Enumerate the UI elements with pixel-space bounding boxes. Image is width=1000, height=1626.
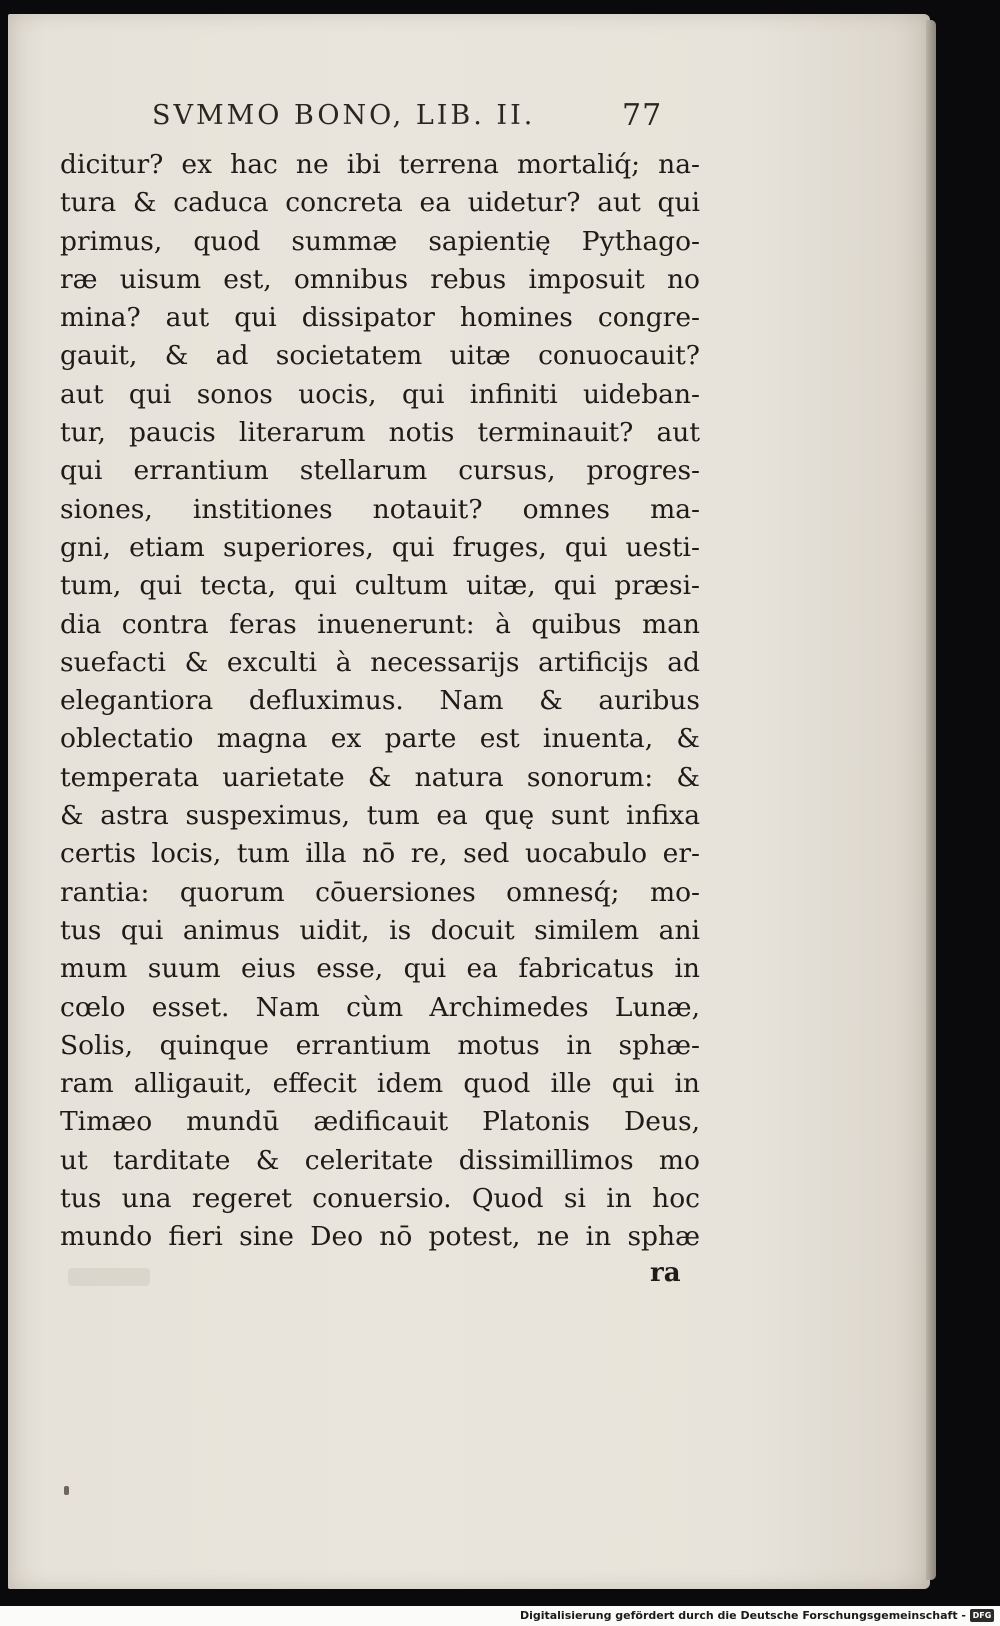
text-line: Solis, quinque errantium motus in sphæ-	[60, 1029, 700, 1061]
page-number: 77	[622, 98, 663, 133]
text-line: oblectatio magna ex parte est inuenta, &	[60, 723, 700, 755]
text-line: tum, qui tecta, qui cultum uitæ, qui præsi-	[60, 570, 700, 602]
text-line: tus una regeret conuersio. Quod si in hoc	[60, 1183, 700, 1215]
text-line: primus, quod summæ sapientię Pythago-	[60, 225, 700, 257]
text-line: & astra suspeximus, tum ea quę sunt infixa	[60, 800, 700, 832]
text-line: gauit, & ad societatem uitæ conuocauit?	[60, 340, 700, 372]
text-line: rantia: quorum cōuersiones omnesq́; mo-	[60, 876, 700, 908]
text-line: ræ uisum est, omnibus rebus imposuit no	[60, 263, 700, 295]
text-line: qui errantium stellarum cursus, progres-	[60, 455, 700, 487]
dfg-logo-icon: DFG	[970, 1609, 994, 1622]
text-line: mum suum eius esse, qui ea fabricatus in	[60, 953, 700, 985]
text-line: gni, etiam superiores, qui fruges, qui uesti-	[60, 531, 700, 563]
text-line: ram alligauit, effecit idem quod ille qui in	[60, 1068, 700, 1100]
faint-offset-mark	[68, 1268, 150, 1286]
catchword: ra	[650, 1258, 681, 1288]
text-line: dia contra feras inuenerunt: à quibus man	[60, 608, 700, 640]
page-edge	[926, 20, 936, 1580]
text-line: Timæo mundū ædificauit Platonis Deus,	[60, 1106, 700, 1138]
text-line: temperata uarietate & natura sonorum: &	[60, 761, 700, 793]
text-line: certis locis, tum illa nō re, sed uocabulo er-	[60, 838, 700, 870]
text-line: tura & caduca concreta ea uidetur? aut qui	[60, 187, 700, 219]
text-line: tus qui animus uidit, is docuit similem ani	[60, 914, 700, 946]
text-line: cœlo esset. Nam cùm Archimedes Lunæ,	[60, 991, 700, 1023]
text-line: suefacti & exculti à necessarijs artificijs ad	[60, 646, 700, 678]
running-title: SVMMO BONO, LIB. II.	[152, 100, 536, 131]
running-head	[142, 96, 692, 142]
text-line: ut tarditate & celeritate dissimillimos mo	[60, 1144, 700, 1176]
text-line: elegantiora defluximus. Nam & auribus	[60, 685, 700, 717]
text-line: dicitur? ex hac ne ibi terrena mortaliq́; na-	[60, 149, 700, 180]
footer-credit: Digitalisierung gefördert durch die Deutsche Forschungsgemeinschaft -	[519, 1609, 966, 1622]
body-text	[60, 146, 700, 1257]
text-line: mundo fieri sine Deo nō potest, ne in sphæ	[60, 1221, 700, 1253]
text-line: mina? aut qui dissipator homines congre-	[60, 302, 700, 334]
text-line: tur, paucis literarum notis terminauit? aut	[60, 417, 700, 449]
text-line: siones, institiones notauit? omnes ma-	[60, 493, 700, 525]
paper-speck	[64, 1486, 69, 1495]
text-line: aut qui sonos uocis, qui infiniti uideban-	[60, 378, 700, 410]
